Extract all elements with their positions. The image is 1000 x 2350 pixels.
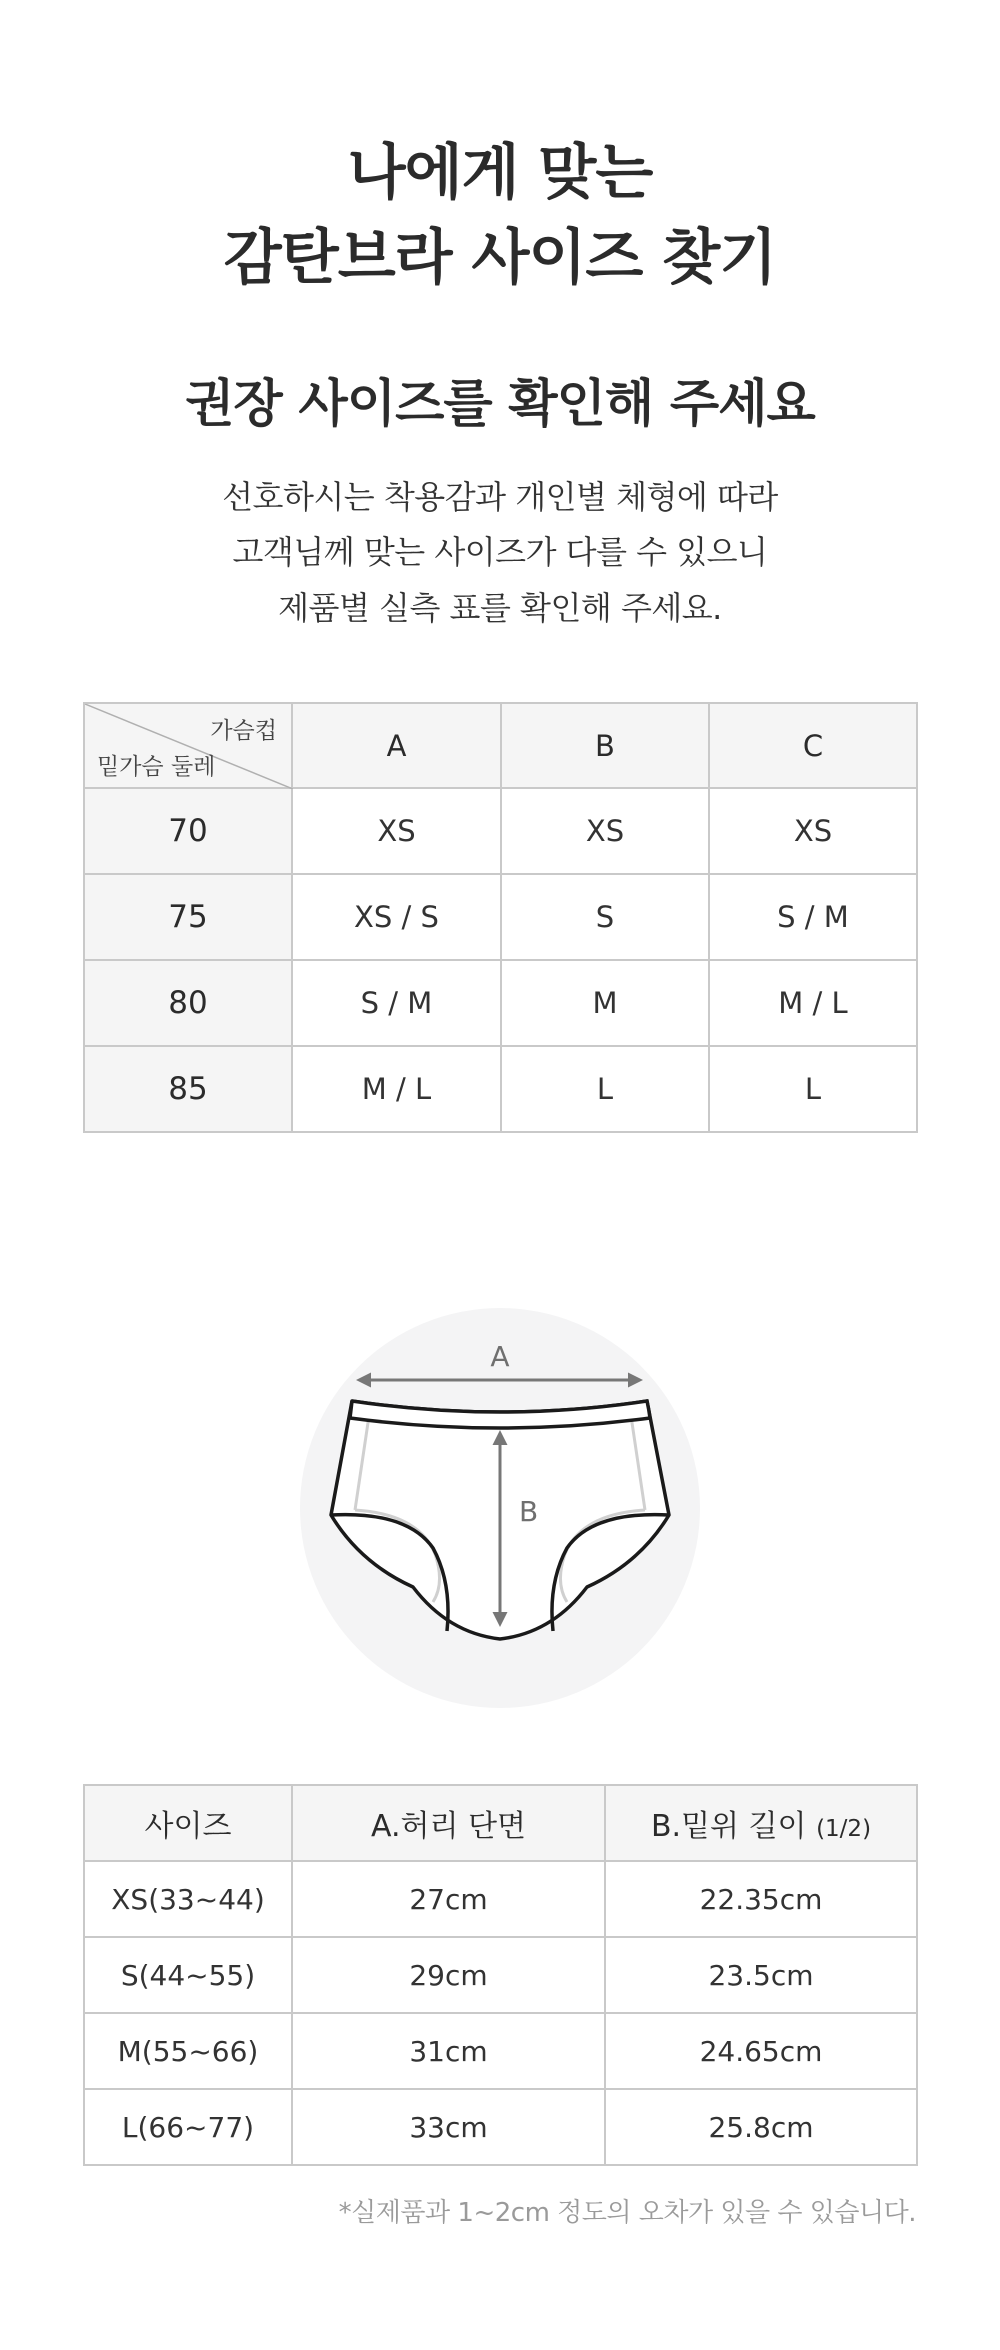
measurement-header-row [84, 1785, 917, 1861]
band-cell: 85 [84, 1046, 292, 1132]
rise-header-label: B.밑위 길이 [650, 1809, 807, 1844]
recommended-size-table [83, 702, 918, 1133]
size-table-row [84, 874, 917, 960]
label-b: B [519, 1495, 539, 1528]
size-cell: S / M [292, 960, 501, 1046]
size-cell: M [501, 960, 709, 1046]
size-table-corner-cell [84, 703, 292, 788]
size-cell: M(55~66) [84, 2013, 292, 2089]
waist-cell: 29cm [292, 1937, 605, 2013]
size-cell: XS [501, 788, 709, 874]
measurement-row [84, 2089, 917, 2165]
tolerance-note: *실제품과 1~2cm 정도의 오차가 있을 수 있습니다. [338, 2198, 916, 2228]
size-cell: L [501, 1046, 709, 1132]
size-cell: XS [709, 788, 917, 874]
rise-header [605, 1785, 917, 1861]
rise-cell: 24.65cm [605, 2013, 917, 2089]
size-cell: M / L [292, 1046, 501, 1132]
cup-header-a: A [292, 703, 501, 788]
rise-cell: 23.5cm [605, 1937, 917, 2013]
panty-measurement-diagram [297, 1308, 703, 1708]
page-title-line-2: 감탄브라 사이즈 찾기 [223, 223, 777, 293]
size-cell: L [709, 1046, 917, 1132]
cup-axis-label: 가슴컵 [210, 718, 277, 744]
size-table-row [84, 960, 917, 1046]
label-a: A [490, 1340, 510, 1373]
rise-header-note: (1/2) [816, 1816, 872, 1842]
description-line-2: 고객님께 맞는 사이즈가 다를 수 있으니 [232, 533, 768, 571]
measurement-row [84, 1937, 917, 2013]
cup-header-c: C [709, 703, 917, 788]
band-axis-label: 밑가슴 둘레 [97, 754, 216, 780]
band-cell: 80 [84, 960, 292, 1046]
waist-cell: 31cm [292, 2013, 605, 2089]
section-subtitle: 권장 사이즈를 확인해 주세요 [185, 375, 815, 434]
size-cell: XS [292, 788, 501, 874]
description-line-1: 선호하시는 착용감과 개인별 체형에 따라 [222, 478, 778, 516]
size-cell: S(44~55) [84, 1937, 292, 2013]
rise-cell: 25.8cm [605, 2089, 917, 2165]
size-table-row [84, 1046, 917, 1132]
size-header: 사이즈 [84, 1785, 292, 1861]
measurement-table [83, 1784, 918, 2166]
measurement-row [84, 2013, 917, 2089]
size-cell: XS(33~44) [84, 1861, 292, 1937]
band-cell: 70 [84, 788, 292, 874]
band-cell: 75 [84, 874, 292, 960]
size-table-header-row [84, 703, 917, 788]
cup-header-b: B [501, 703, 709, 788]
waist-cell: 27cm [292, 1861, 605, 1937]
page-title-line-1: 나에게 맞는 [347, 138, 653, 208]
size-cell: S [501, 874, 709, 960]
size-table-row [84, 788, 917, 874]
rise-cell: 22.35cm [605, 1861, 917, 1937]
size-cell: M / L [709, 960, 917, 1046]
size-cell: S / M [709, 874, 917, 960]
waist-header: A.허리 단면 [292, 1785, 605, 1861]
waist-cell: 33cm [292, 2089, 605, 2165]
measurement-row [84, 1861, 917, 1937]
description-line-3: 제품별 실측 표를 확인해 주세요. [278, 589, 722, 627]
size-cell: L(66~77) [84, 2089, 292, 2165]
size-cell: XS / S [292, 874, 501, 960]
